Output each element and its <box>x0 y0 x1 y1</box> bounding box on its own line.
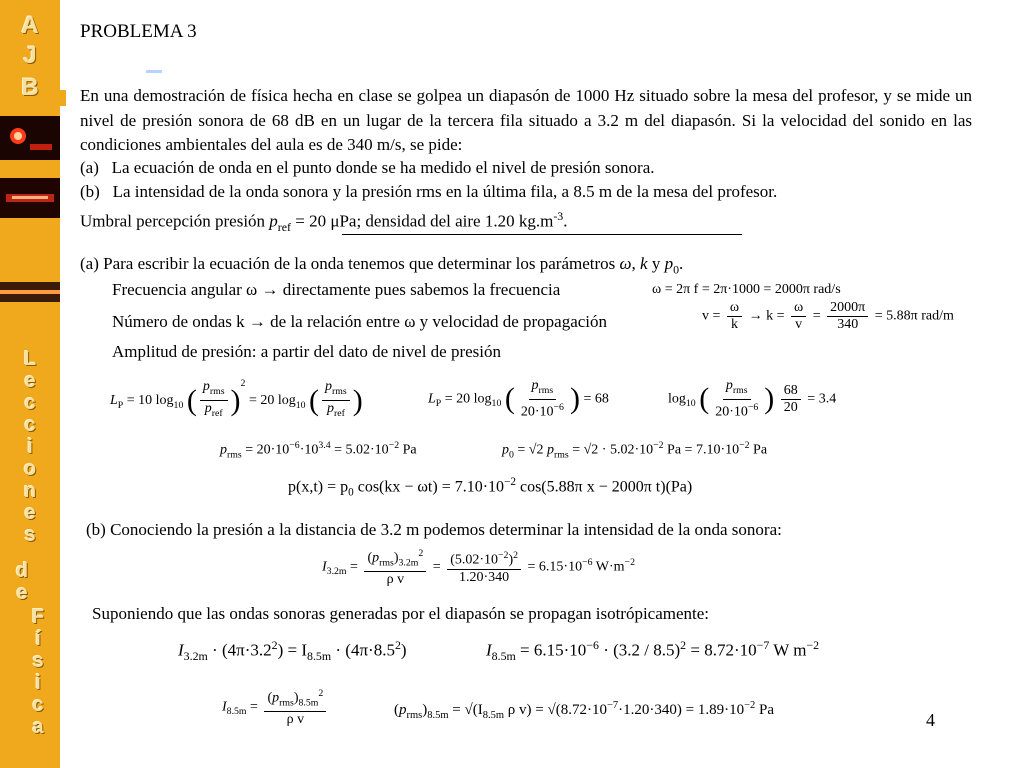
exponent: −2 <box>653 440 664 451</box>
distance-subscript: 3.2m <box>398 557 419 569</box>
lp-subscript: P <box>435 398 442 410</box>
numerator <box>723 378 751 400</box>
accent-dash <box>146 70 162 73</box>
part-a-intro <box>80 252 683 281</box>
numerator <box>200 379 228 401</box>
page-title: PROBLEMA 3 <box>80 21 197 42</box>
exponent: 2 <box>240 378 246 389</box>
intro-comma: , <box>631 254 641 273</box>
eq-text: · (4π·3.2 <box>212 640 272 660</box>
eq-text: Pa <box>399 442 417 458</box>
exponent: −6 <box>586 638 599 652</box>
eq-text: ρ v) = √(8.72·10 <box>504 702 607 718</box>
denominator: ρ v <box>286 712 305 728</box>
intensity-8-5m-formula: $I_{8.5m}$ = $\frac{(p_{rms})_{8.5m}^2}{\text{ρ v}}$ <box>222 686 329 728</box>
pref-symbol: p <box>326 401 334 417</box>
eq-text: = 20 log <box>444 391 492 407</box>
fraction <box>518 378 567 420</box>
fraction <box>364 546 426 588</box>
paren: ) <box>764 382 775 416</box>
den-text: 20·10 <box>715 404 748 420</box>
den-text: 20·10 <box>520 404 554 420</box>
question-a-label: (a) <box>80 158 99 177</box>
sidebar-letter: s <box>24 524 36 546</box>
logo-letter-b: B <box>21 74 39 101</box>
sidebar-letter: c <box>24 414 36 436</box>
exponent: 2 <box>513 550 519 562</box>
denominator <box>712 400 761 421</box>
log-base: 10 <box>491 398 502 410</box>
eq-text: = 5.88π rad/m <box>874 308 954 324</box>
eq-text: v = <box>702 308 721 324</box>
denominator: k <box>731 317 739 332</box>
distance-subscript: 3.2m <box>183 649 208 664</box>
log-base: 10 <box>685 398 696 410</box>
sidebar-letter: e <box>24 370 36 392</box>
eq-text: cos(5.88π x − 2000π t)(Pa) <box>515 478 693 496</box>
rms-subscript: rms <box>538 384 554 396</box>
fraction <box>712 378 761 420</box>
rms-subscript: rms <box>379 557 394 569</box>
denominator <box>202 401 226 422</box>
prms-symbol: p <box>325 379 333 395</box>
lp-equation-2 <box>428 378 609 420</box>
numerator: $(p_{rms})_{3.2m}^2$ <box>364 546 426 572</box>
intensity-symbol: I <box>222 699 227 715</box>
sidebar-letter: n <box>23 480 37 502</box>
intensity-8-5m-equation <box>486 638 819 664</box>
rms-subscript: rms <box>406 710 423 721</box>
exponent: 2 <box>318 688 324 699</box>
eq-text: = <box>812 308 821 324</box>
exponent: −2 <box>498 550 509 562</box>
sidebar-letter: i <box>35 672 41 694</box>
ref-subscript: ref <box>211 408 223 420</box>
threshold-symbol: p <box>269 211 278 231</box>
prms-symbol: p <box>220 442 227 458</box>
sidebar-letter: í <box>35 628 41 650</box>
pressure-amplitude-label: Amplitud de presión: a partir del dato de nivel de presión <box>112 342 502 361</box>
intensity-symbol: I <box>486 640 492 660</box>
sidebar-photo-strip <box>0 282 60 302</box>
eq-text: W m <box>769 640 807 660</box>
p-subscript: 0 <box>348 486 354 499</box>
numerator <box>322 379 350 401</box>
intro-text: (a) Para escribir la ecuación de la onda tenemos que determinar los parámetros <box>80 254 620 273</box>
intensity-3-2m-equation: $I_{3.2m}$ = $\frac{(p_{rms})_{3.2m}^2}{\text{ρ v}}$ = $\frac{(5.02\cdot 10^{-2})^2}{1.20\cdot 340}$ = $6.15\cdot 10^{-6}$ $W\cdot m^{-2}$ <box>322 548 635 588</box>
eq-text: ·10 <box>299 442 319 458</box>
exponent: −2 <box>504 476 516 488</box>
fraction <box>200 379 228 422</box>
sidebar-letter: L <box>23 348 37 370</box>
logo-letter-j: J <box>23 42 37 69</box>
eq-text: = √2 · 5.02·10 <box>572 442 654 458</box>
sidebar-letter: e <box>24 502 36 524</box>
exponent: −7 <box>606 700 619 711</box>
denominator: ρ v <box>386 572 405 588</box>
eq-text: = 3.4 <box>807 391 837 407</box>
question-a <box>80 156 655 180</box>
sidebar-letter: a <box>32 716 44 738</box>
intensity-symbol: I <box>178 640 184 660</box>
exponent: 2 <box>271 638 278 652</box>
fraction <box>727 300 742 333</box>
eq-text: = 6.15·10 <box>527 559 583 575</box>
p0-equation <box>502 440 767 460</box>
lp-symbol: L <box>428 391 436 407</box>
paren: ( <box>186 383 197 417</box>
question-b-label: (b) <box>80 182 100 201</box>
paren: ( <box>309 383 320 417</box>
wave-number-equation <box>702 300 954 333</box>
angular-frequency-equation: ω = 2π f = 2π·1000 = 2000π rad/s <box>652 282 841 297</box>
eq-text: Pa <box>755 702 774 718</box>
den-exponent: −6 <box>553 401 564 413</box>
eq-text: = √(I <box>452 702 483 718</box>
threshold-value: = 20 μPa; densidad del aire 1.20 kg.m <box>291 211 554 231</box>
distance-subscript: 8.5m <box>482 710 505 721</box>
distance-subscript: 8.5m <box>298 697 319 709</box>
sidebar-letter: c <box>32 694 44 716</box>
exponent: −2 <box>744 700 756 711</box>
sidebar-letter: c <box>24 392 36 414</box>
numerator <box>529 378 557 400</box>
eq-text: W·m <box>592 559 625 575</box>
lp-equation-1 <box>110 378 363 422</box>
numerator <box>447 548 521 570</box>
exponent: −6 <box>289 440 300 451</box>
prms-symbol: p <box>725 378 733 393</box>
rms-subscript: rms <box>554 449 569 461</box>
eq-text: cos(kx − ωt) = 7.10·10 <box>353 478 505 496</box>
exponent: 3.4 <box>318 440 331 451</box>
accent-tab <box>60 90 66 106</box>
wave-number-label: Número de ondas k → de la relación entre ω y velocidad de propagación <box>112 312 608 331</box>
exponent: 2 <box>680 638 687 652</box>
num-text: (5.02·10 <box>450 553 499 569</box>
paren: ( <box>504 382 515 416</box>
fraction <box>322 379 350 422</box>
sidebar-photo-red-glow <box>0 178 60 218</box>
sidebar-photo-red-light <box>0 116 60 160</box>
fraction <box>781 383 801 416</box>
numerator: $(p_{rms})_{8.5m}^2$ <box>264 686 326 712</box>
question-a-text: La ecuación de onda en el punto donde se ha medido el nivel de presión sonora. <box>111 158 655 177</box>
eq-text: Pa <box>749 442 768 458</box>
paren: ) <box>569 382 580 416</box>
omega-symbol: ω <box>619 254 632 273</box>
threshold-period: . <box>563 211 568 231</box>
lp-equation-3 <box>668 378 836 420</box>
denominator <box>518 400 567 421</box>
den-exponent: −6 <box>747 401 759 413</box>
fraction <box>791 300 806 333</box>
paren: ( <box>699 382 710 416</box>
eq-text: Pa = 7.10·10 <box>663 442 740 458</box>
intensity-symbol: I <box>322 559 327 575</box>
prms-8-5m-equation: $(p_{rms})_{8.5m} = √(I_{8.5m}$ ρ $v) = √(8.72\cdot 10^{-7}\cdot 1.20\cdot 340) = 1.89\cdot 10^{-2}$ Pa <box>394 700 774 721</box>
eq-text: ·1.20·340) = 1.89·10 <box>618 702 745 718</box>
exponent: 2 <box>394 638 401 652</box>
eq-text: → k = <box>748 308 785 324</box>
eq-text: · (4π·8.5 <box>335 640 395 660</box>
log-base: 10 <box>295 399 306 411</box>
denominator: v <box>795 317 803 332</box>
sidebar-letter: o <box>23 458 37 480</box>
eq-text: = √2 <box>517 442 547 458</box>
prms-equation <box>220 440 417 460</box>
prms-symbol: p <box>547 442 554 458</box>
eq-text: = 10 log <box>126 393 174 408</box>
eq-text: = 20 log <box>248 393 296 408</box>
p-subscript: 0 <box>509 449 514 461</box>
denominator: 1.20·340 <box>459 570 510 586</box>
rms-subscript: rms <box>279 697 294 709</box>
sidebar-letter: e <box>16 582 28 604</box>
distance-subscript: 8.5m <box>491 649 516 664</box>
distance-subscript: 8.5m <box>226 706 247 718</box>
lp-symbol: L <box>110 393 118 408</box>
eq-text: ) = I <box>277 640 307 660</box>
eq-text: = 20·10 <box>245 442 290 458</box>
sidebar-letter: d <box>15 560 29 582</box>
sidebar <box>0 0 60 768</box>
logo-letter-a: A <box>21 12 39 39</box>
question-b <box>80 180 777 204</box>
threshold-text: Umbral percepción presión <box>80 211 270 231</box>
intro-and: y <box>647 254 665 273</box>
numerator: ω <box>727 300 742 317</box>
fraction <box>264 686 326 728</box>
exponent: −6 <box>582 556 593 568</box>
eq-text: = 5.02·10 <box>334 442 389 458</box>
eq-text: = 6.15·10 <box>520 640 587 660</box>
exponent: 2 <box>418 548 424 559</box>
paren: ) <box>230 383 241 417</box>
fraction <box>827 300 868 333</box>
ref-subscript: ref <box>333 408 345 420</box>
eq-text: log <box>668 391 686 407</box>
denominator: 340 <box>837 317 859 332</box>
isotropic-equation <box>178 638 407 664</box>
rms-subscript: rms <box>732 384 748 396</box>
distance-subscript: 3.2m <box>326 566 347 578</box>
distance-subscript: 8.5m <box>307 649 332 664</box>
numerator: ω <box>791 300 806 317</box>
isotropic-text: Suponiendo que las ondas sonoras generadas por el diapasón se propagan isotrópicamente: <box>92 604 710 623</box>
angular-frequency-label: Frecuencia angular ω → directamente pues sabemos la frecuencia <box>112 280 561 299</box>
distance-subscript: 8.5m <box>427 710 449 721</box>
exponent: −2 <box>806 638 820 652</box>
rms-subscript: rms <box>209 386 225 398</box>
exponent: −2 <box>739 440 750 451</box>
part-b-intro: (b) Conociendo la presión a la distancia de 3.2 m podemos determinar la intensidad de la onda sonora: <box>86 520 782 539</box>
page-number: 4 <box>926 710 935 730</box>
exponent: −2 <box>624 556 635 568</box>
sidebar-letter: F <box>31 606 45 628</box>
numerator: 68 <box>781 383 801 400</box>
wave-equation <box>288 476 692 499</box>
p-subscript: 0 <box>673 262 680 277</box>
eq-text: · (3.2 / 8.5) <box>598 640 681 660</box>
prms-symbol: p <box>272 690 280 706</box>
prms-symbol: p <box>531 378 539 393</box>
question-b-text: La intensidad de la onda sonora y la presión rms en la última fila, a 8.5 m de la mesa del profesor. <box>112 182 778 201</box>
divider-line <box>342 234 742 235</box>
exponent: −2 <box>388 440 400 451</box>
prms-symbol: p <box>399 702 407 718</box>
num-text: ) <box>508 553 514 569</box>
p-symbol: p <box>502 442 509 458</box>
sidebar-letter: i <box>27 436 33 458</box>
exponent: −7 <box>756 638 770 652</box>
denominator: 20 <box>783 399 798 415</box>
eq-text: p(x,t) = p <box>288 478 349 496</box>
prms-symbol: p <box>202 379 210 395</box>
sidebar-letter: s <box>32 650 44 672</box>
k-symbol: k <box>640 254 648 273</box>
log-base: 10 <box>173 399 184 411</box>
prms-symbol: p <box>372 550 380 566</box>
threshold-subscript: ref <box>277 220 291 235</box>
paren: ) <box>352 383 363 417</box>
eq-text: = 68 <box>583 391 609 407</box>
eq-text: = 8.72·10 <box>686 640 757 660</box>
threshold-exponent: -3 <box>553 209 564 223</box>
problem-statement: En una demostración de física hecha en clase se golpea un diapasón de 1000 Hz situado sobre la mesa del profesor, y se mide un nivel de presión sonora de 68 dB en un lugar de la tercera fila situado a 3.2 m del diapasón. Si la velocidad del sonido en las condiciones ambientales del aula es de 340 m/s, se pide: <box>80 86 972 154</box>
denominator <box>324 401 348 422</box>
numerator: 2000π <box>827 300 868 317</box>
eq-text: ) <box>400 640 407 660</box>
fraction <box>447 548 521 586</box>
rms-subscript: rms <box>227 449 242 461</box>
pref-symbol: p <box>204 401 212 417</box>
lp-subscript: P <box>117 399 124 411</box>
rms-subscript: rms <box>332 386 347 398</box>
p-symbol: p <box>664 254 674 273</box>
intro-period: . <box>679 254 684 273</box>
